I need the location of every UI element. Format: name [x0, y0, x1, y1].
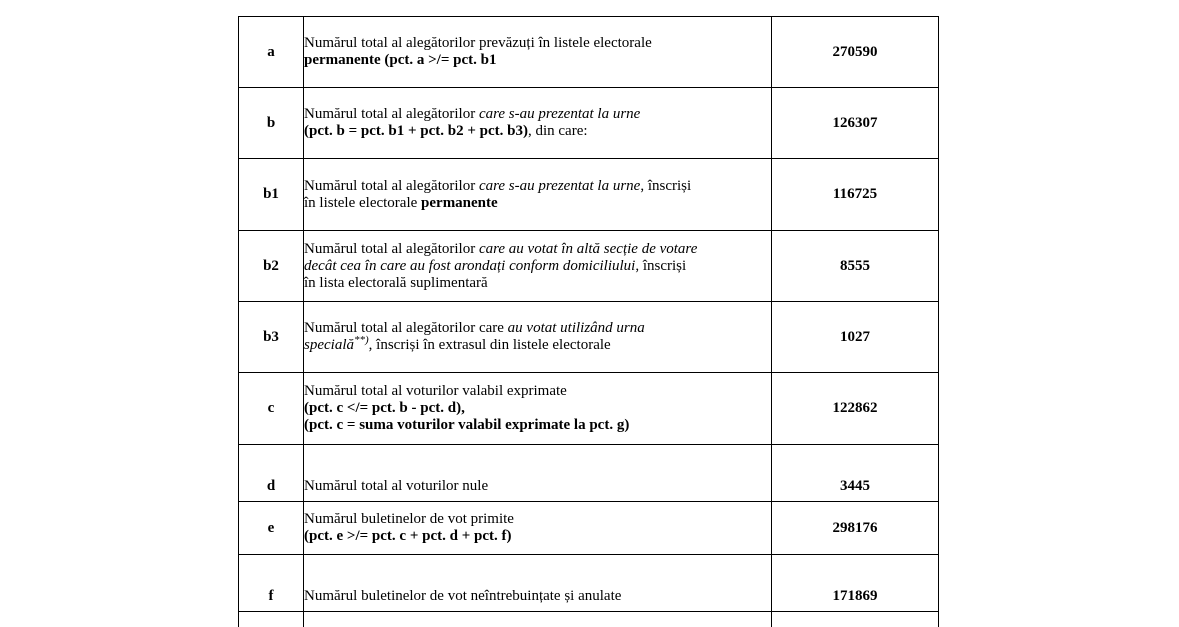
description-segment: Numărul total al voturilor valabil exprimate [304, 383, 567, 399]
row-value: 298176 [772, 502, 939, 555]
row-description [304, 17, 772, 88]
row-value: 126307 [772, 88, 939, 159]
description-segment: **) [354, 334, 369, 346]
table-row [239, 445, 939, 502]
description-segment: permanente (pct. a >/= pct. b1 [304, 52, 497, 68]
row-code: b1 [239, 159, 304, 231]
description-segment: care au votat în altă secție de votare [478, 240, 698, 257]
row-description [304, 159, 772, 231]
description-segment: Numărul total al alegătorilor [304, 177, 479, 194]
row-value: 122862 [772, 373, 939, 445]
row-description [304, 373, 772, 445]
next-row-border-right [938, 612, 939, 627]
row-code: b2 [239, 231, 304, 302]
description-line [304, 400, 771, 417]
row-value: 171869 [772, 555, 939, 612]
row-code: c [239, 373, 304, 445]
table-row [239, 373, 939, 445]
row-description [304, 88, 772, 159]
description-line [304, 511, 771, 528]
description-line [304, 275, 771, 292]
results-table [238, 16, 939, 612]
description-segment: (pct. b = pct. b1 + pct. b2 + pct. b3) [304, 123, 528, 139]
description-segment: (pct. c </= pct. b - pct. d), [304, 400, 465, 416]
description-segment: , din care: [527, 123, 588, 139]
description-segment: specială [304, 337, 354, 353]
row-code: e [239, 502, 304, 555]
description-line [304, 320, 771, 337]
table-row [239, 231, 939, 302]
row-description [304, 502, 772, 555]
table-row [239, 88, 939, 159]
description-line [304, 588, 771, 605]
row-value: 3445 [772, 445, 939, 502]
description-segment: care s-au prezentat la urne [478, 177, 641, 194]
description-line [304, 383, 771, 400]
description-segment: Numărul total al alegătorilor [304, 106, 479, 122]
next-row-border-code [303, 612, 304, 627]
description-line [304, 195, 771, 212]
next-row-border-left [238, 612, 239, 627]
row-code: b3 [239, 302, 304, 373]
row-value: 8555 [772, 231, 939, 302]
description-line [304, 35, 771, 52]
description-line [304, 417, 771, 434]
row-description [304, 231, 772, 302]
table-row [239, 302, 939, 373]
description-line [304, 241, 771, 258]
description-segment: , înscriși [635, 257, 687, 274]
description-segment: (pct. e >/= pct. c + pct. d + pct. f) [304, 528, 512, 544]
row-description [304, 302, 772, 373]
description-line [304, 52, 771, 69]
table-row [239, 502, 939, 555]
description-line [304, 123, 771, 140]
description-segment: permanente [421, 194, 498, 211]
next-row-border-value [771, 612, 772, 627]
description-line [304, 528, 771, 545]
description-segment: Numărul buletinelor de vot neîntrebuințate și anulate [304, 588, 622, 604]
description-segment: în lista electorală suplimentară [304, 274, 488, 291]
row-code: f [239, 555, 304, 612]
results-table-body [239, 17, 939, 612]
row-code: d [239, 445, 304, 502]
description-line [304, 334, 771, 354]
row-code: a [239, 17, 304, 88]
table-row [239, 159, 939, 231]
description-segment: Numărul total al alegătorilor [304, 240, 479, 257]
description-segment: , înscriși [640, 177, 692, 194]
row-value: 116725 [772, 159, 939, 231]
description-segment: Numărul total al alegătorilor prevăzuți în listele electorale [304, 35, 652, 51]
description-segment: Numărul total al voturilor nule [304, 478, 489, 494]
description-segment: au votat utilizând urna [507, 320, 645, 336]
row-value: 1027 [772, 302, 939, 373]
row-description [304, 445, 772, 502]
description-segment: în listele electorale [304, 194, 422, 211]
description-segment: Numărul total al alegătorilor care [304, 320, 508, 336]
table-row [239, 555, 939, 612]
description-segment: care s-au prezentat la urne [478, 106, 641, 122]
table-row [239, 17, 939, 88]
description-segment: , înscriși în extrasul din listele electorale [368, 337, 611, 353]
description-segment: (pct. c = suma voturilor valabil exprimate la pct. g) [304, 417, 630, 433]
description-line [304, 258, 771, 275]
description-segment: Numărul buletinelor de vot primite [304, 511, 514, 527]
row-description [304, 555, 772, 612]
row-code: b [239, 88, 304, 159]
description-segment: decât cea în care au fost arondați conform domiciliului [304, 257, 636, 274]
description-line [304, 106, 771, 123]
row-value: 270590 [772, 17, 939, 88]
description-line [304, 478, 771, 495]
description-line [304, 178, 771, 195]
